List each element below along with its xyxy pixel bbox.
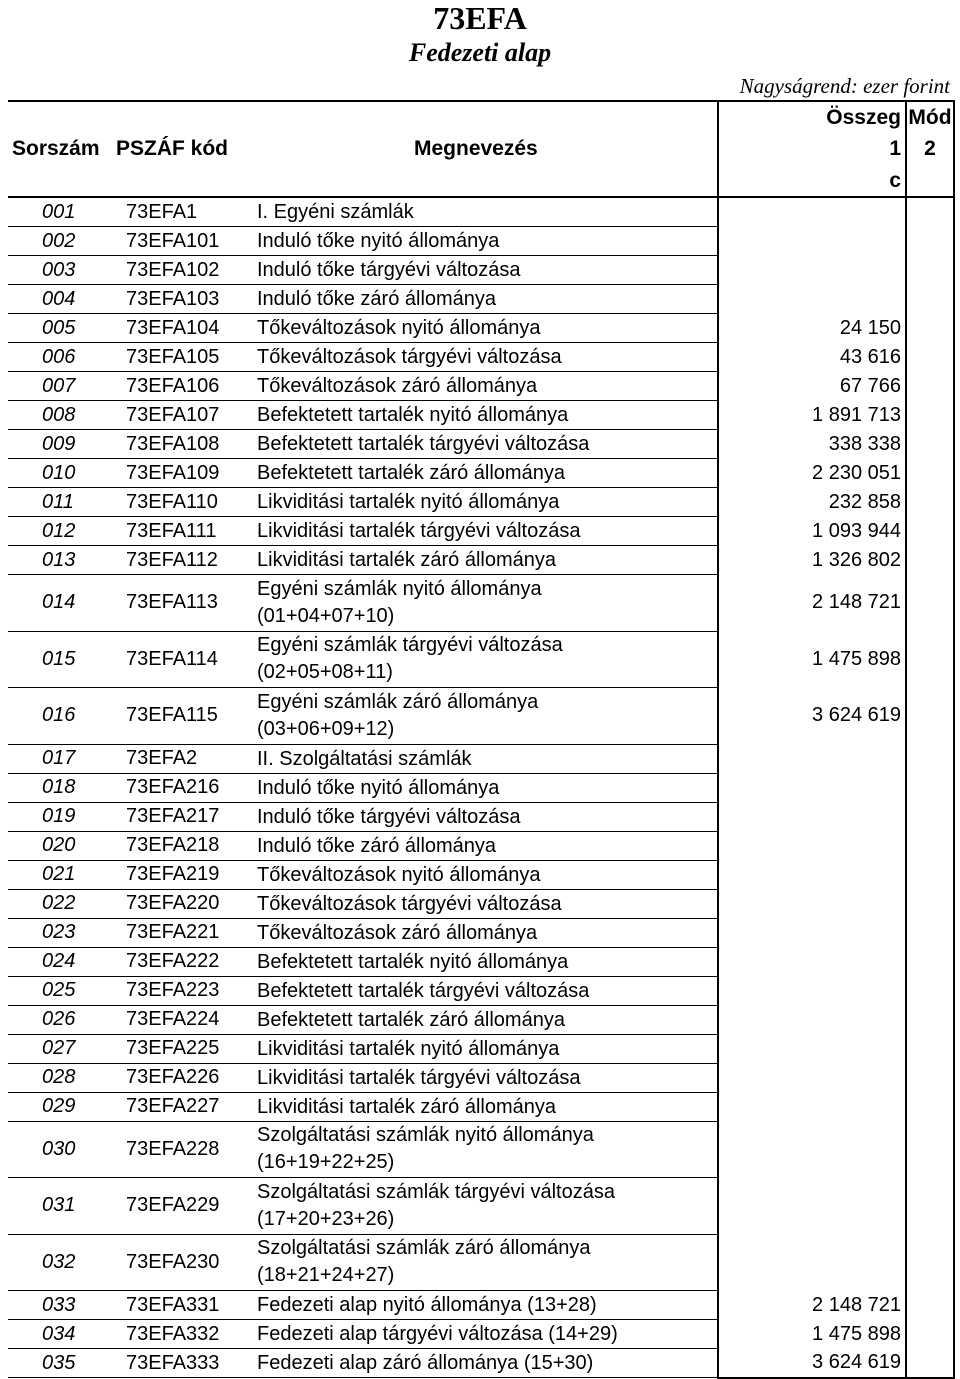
row-amount <box>718 860 906 889</box>
table-row <box>8 1034 954 1063</box>
table-row <box>8 459 954 488</box>
row-name: Tőkeváltozások nyitó állománya <box>254 314 718 343</box>
row-number: 024 <box>8 947 114 976</box>
row-name: Fedezeti alap záró állománya (15+30) <box>254 1349 718 1378</box>
row-amount <box>718 1178 906 1235</box>
row-amount <box>718 831 906 860</box>
row-mod <box>906 631 954 688</box>
row-mod <box>906 1291 954 1320</box>
row-number: 018 <box>8 773 114 802</box>
row-code: 73EFA106 <box>114 372 254 401</box>
row-number: 010 <box>8 459 114 488</box>
header-row-sub <box>8 165 954 197</box>
row-amount <box>718 1092 906 1121</box>
row-mod <box>906 401 954 430</box>
row-code: 73EFA333 <box>114 1349 254 1378</box>
report-title: 73EFA <box>433 0 527 36</box>
row-code: 73EFA228 <box>114 1121 254 1178</box>
row-amount: 67 766 <box>718 372 906 401</box>
table-row <box>8 1349 954 1378</box>
row-amount <box>718 744 906 773</box>
row-code: 73EFA332 <box>114 1320 254 1349</box>
row-number: 016 <box>8 688 114 745</box>
row-code: 73EFA114 <box>114 631 254 688</box>
row-mod <box>906 285 954 314</box>
row-code: 73EFA223 <box>114 976 254 1005</box>
row-name: Induló tőke nyitó állománya <box>254 773 718 802</box>
row-mod <box>906 1234 954 1291</box>
row-amount: 1 475 898 <box>718 631 906 688</box>
row-name: Tőkeváltozások záró állománya <box>254 372 718 401</box>
row-name <box>254 1234 718 1291</box>
row-code: 73EFA112 <box>114 546 254 575</box>
row-mod <box>906 1121 954 1178</box>
row-number: 003 <box>8 256 114 285</box>
row-code: 73EFA108 <box>114 430 254 459</box>
row-name: Fedezeti alap tárgyévi változása (14+29) <box>254 1320 718 1349</box>
table-row <box>8 631 954 688</box>
row-mod <box>906 517 954 546</box>
row-number: 026 <box>8 1005 114 1034</box>
row-code: 73EFA104 <box>114 314 254 343</box>
row-number: 035 <box>8 1349 114 1378</box>
table-row <box>8 197 954 227</box>
row-number: 023 <box>8 918 114 947</box>
row-code: 73EFA230 <box>114 1234 254 1291</box>
row-amount: 338 338 <box>718 430 906 459</box>
row-number: 027 <box>8 1034 114 1063</box>
row-number: 014 <box>8 575 114 632</box>
row-mod <box>906 688 954 745</box>
row-number: 025 <box>8 976 114 1005</box>
row-number: 019 <box>8 802 114 831</box>
row-amount <box>718 1234 906 1291</box>
row-number: 011 <box>8 488 114 517</box>
row-mod <box>906 488 954 517</box>
table-row <box>8 744 954 773</box>
row-name: Befektetett tartalék tárgyévi változása <box>254 976 718 1005</box>
row-name: Tőkeváltozások tárgyévi változása <box>254 889 718 918</box>
row-mod <box>906 1349 954 1378</box>
row-code: 73EFA113 <box>114 575 254 632</box>
row-number: 012 <box>8 517 114 546</box>
row-mod <box>906 918 954 947</box>
table-row <box>8 889 954 918</box>
row-mod <box>906 1320 954 1349</box>
table-row <box>8 546 954 575</box>
row-name <box>254 1178 718 1235</box>
row-code: 73EFA227 <box>114 1092 254 1121</box>
megnevezes-header: Megnevezés <box>414 137 538 160</box>
row-mod <box>906 831 954 860</box>
row-number: 021 <box>8 860 114 889</box>
row-amount <box>718 947 906 976</box>
row-name: Fedezeti alap nyitó állománya (13+28) <box>254 1291 718 1320</box>
row-mod <box>906 197 954 227</box>
row-name: Induló tőke nyitó állománya <box>254 227 718 256</box>
table-row <box>8 688 954 745</box>
row-name <box>254 631 718 688</box>
row-code: 73EFA109 <box>114 459 254 488</box>
row-name: Tőkeváltozások záró állománya <box>254 918 718 947</box>
table-row <box>8 1320 954 1349</box>
table-row <box>8 314 954 343</box>
row-code: 73EFA107 <box>114 401 254 430</box>
row-amount <box>718 976 906 1005</box>
row-code: 73EFA224 <box>114 1005 254 1034</box>
row-mod <box>906 802 954 831</box>
row-amount <box>718 1063 906 1092</box>
row-amount <box>718 773 906 802</box>
row-code: 73EFA216 <box>114 773 254 802</box>
row-mod <box>906 459 954 488</box>
row-name <box>254 1121 718 1178</box>
row-amount: 2 230 051 <box>718 459 906 488</box>
row-name: Tőkeváltozások nyitó állománya <box>254 860 718 889</box>
row-code: 73EFA220 <box>114 889 254 918</box>
row-name: Befektetett tartalék tárgyévi változása <box>254 430 718 459</box>
row-amount: 232 858 <box>718 488 906 517</box>
row-mod <box>906 1005 954 1034</box>
row-mod <box>906 575 954 632</box>
table-row <box>8 802 954 831</box>
row-number: 008 <box>8 401 114 430</box>
row-name <box>254 688 718 745</box>
table-row <box>8 860 954 889</box>
row-number: 034 <box>8 1320 114 1349</box>
row-amount: 2 148 721 <box>718 575 906 632</box>
row-number: 032 <box>8 1234 114 1291</box>
row-name-line1: Egyéni számlák záró állománya <box>257 690 539 713</box>
row-name-line1: Egyéni számlák nyitó állománya <box>257 577 542 600</box>
row-mod <box>906 744 954 773</box>
row-name: Induló tőke záró állománya <box>254 831 718 860</box>
row-code: 73EFA102 <box>114 256 254 285</box>
mod-header: Mód <box>906 101 954 133</box>
table-row <box>8 947 954 976</box>
row-name-line2: (16+19+22+25) <box>257 1151 395 1174</box>
row-number: 017 <box>8 744 114 773</box>
row-code: 73EFA2 <box>114 744 254 773</box>
row-amount <box>718 227 906 256</box>
row-amount <box>718 197 906 227</box>
table-row <box>8 918 954 947</box>
table-row <box>8 227 954 256</box>
row-mod <box>906 947 954 976</box>
row-mod <box>906 889 954 918</box>
row-mod <box>906 976 954 1005</box>
row-name-line1: Szolgáltatási számlák záró állománya <box>257 1237 591 1260</box>
row-amount: 1 093 944 <box>718 517 906 546</box>
row-code: 73EFA105 <box>114 343 254 372</box>
row-code: 73EFA103 <box>114 285 254 314</box>
row-mod <box>906 546 954 575</box>
row-name: Likviditási tartalék tárgyévi változása <box>254 517 718 546</box>
row-name-line2: (02+05+08+11) <box>257 661 393 684</box>
row-amount: 43 616 <box>718 343 906 372</box>
table-row <box>8 1121 954 1178</box>
table-row <box>8 976 954 1005</box>
row-number: 022 <box>8 889 114 918</box>
row-mod <box>906 227 954 256</box>
table-row <box>8 1005 954 1034</box>
row-name-line1: Szolgáltatási számlák nyitó állománya <box>257 1124 594 1147</box>
table-row <box>8 401 954 430</box>
row-name: Likviditási tartalék nyitó állománya <box>254 1034 718 1063</box>
row-amount <box>718 285 906 314</box>
row-number: 020 <box>8 831 114 860</box>
table-row <box>8 1291 954 1320</box>
table-row <box>8 285 954 314</box>
row-number: 013 <box>8 546 114 575</box>
row-name: I. Egyéni számlák <box>254 197 718 227</box>
osszeg-index: 1 <box>718 133 906 165</box>
table-row <box>8 773 954 802</box>
table-row <box>8 372 954 401</box>
row-code: 73EFA219 <box>114 860 254 889</box>
row-code: 73EFA115 <box>114 688 254 745</box>
row-name: Likviditási tartalék záró állománya <box>254 1092 718 1121</box>
row-amount <box>718 1005 906 1034</box>
row-mod <box>906 773 954 802</box>
row-code: 73EFA225 <box>114 1034 254 1063</box>
row-name-line1: Szolgáltatási számlák tárgyévi változása <box>257 1180 615 1203</box>
row-amount: 3 624 619 <box>718 1349 906 1378</box>
row-name <box>254 575 718 632</box>
row-number: 005 <box>8 314 114 343</box>
row-mod <box>906 1034 954 1063</box>
row-name: Induló tőke tárgyévi változása <box>254 256 718 285</box>
table-row <box>8 1092 954 1121</box>
row-name: Induló tőke tárgyévi változása <box>254 802 718 831</box>
row-code: 73EFA222 <box>114 947 254 976</box>
row-code: 73EFA226 <box>114 1063 254 1092</box>
row-number: 015 <box>8 631 114 688</box>
row-mod <box>906 1178 954 1235</box>
table-row <box>8 1178 954 1235</box>
row-mod <box>906 430 954 459</box>
table-row <box>8 575 954 632</box>
row-number: 004 <box>8 285 114 314</box>
row-amount: 3 624 619 <box>718 688 906 745</box>
table-row <box>8 1234 954 1291</box>
table-row <box>8 831 954 860</box>
row-mod <box>906 343 954 372</box>
row-name: Befektetett tartalék nyitó állománya <box>254 947 718 976</box>
row-amount: 1 326 802 <box>718 546 906 575</box>
row-name: II. Szolgáltatási számlák <box>254 744 718 773</box>
mod-index: 2 <box>906 133 954 165</box>
row-amount <box>718 1034 906 1063</box>
row-name: Befektetett tartalék záró állománya <box>254 1005 718 1034</box>
row-name-line2: (01+04+07+10) <box>257 604 395 627</box>
table-row <box>8 256 954 285</box>
row-name: Befektetett tartalék záró állománya <box>254 459 718 488</box>
row-code: 73EFA101 <box>114 227 254 256</box>
row-code: 73EFA217 <box>114 802 254 831</box>
row-name: Induló tőke záró állománya <box>254 285 718 314</box>
table-row <box>8 488 954 517</box>
row-amount: 2 148 721 <box>718 1291 906 1320</box>
table-row <box>8 517 954 546</box>
row-amount: 1 475 898 <box>718 1320 906 1349</box>
row-number: 031 <box>8 1178 114 1235</box>
row-name: Likviditási tartalék záró állománya <box>254 546 718 575</box>
row-number: 006 <box>8 343 114 372</box>
row-name-line1: Egyéni számlák tárgyévi változása <box>257 634 563 657</box>
row-name-line2: (17+20+23+26) <box>257 1207 395 1230</box>
report-subtitle: Fedezeti alap <box>408 38 552 67</box>
row-amount <box>718 802 906 831</box>
pszaf-header: PSZÁF kód <box>116 137 229 160</box>
row-number: 028 <box>8 1063 114 1092</box>
row-number: 007 <box>8 372 114 401</box>
row-name: Likviditási tartalék nyitó állománya <box>254 488 718 517</box>
table-row <box>8 1063 954 1092</box>
row-mod <box>906 1063 954 1092</box>
row-number: 001 <box>8 197 114 227</box>
fedezeti-alap-table <box>8 100 955 1379</box>
row-amount <box>718 256 906 285</box>
row-code: 73EFA110 <box>114 488 254 517</box>
row-amount <box>718 1121 906 1178</box>
unit-note: Nagyságrend: ezer forint <box>739 74 950 98</box>
row-code: 73EFA218 <box>114 831 254 860</box>
row-mod <box>906 860 954 889</box>
row-mod <box>906 256 954 285</box>
row-mod <box>906 1092 954 1121</box>
row-number: 033 <box>8 1291 114 1320</box>
row-code: 73EFA1 <box>114 197 254 227</box>
row-name: Likviditási tartalék tárgyévi változása <box>254 1063 718 1092</box>
row-code: 73EFA331 <box>114 1291 254 1320</box>
row-mod <box>906 314 954 343</box>
row-amount <box>718 918 906 947</box>
row-amount: 24 150 <box>718 314 906 343</box>
table-row <box>8 343 954 372</box>
row-number: 002 <box>8 227 114 256</box>
row-name-line2: (18+21+24+27) <box>257 1264 395 1287</box>
row-amount <box>718 889 906 918</box>
row-number: 030 <box>8 1121 114 1178</box>
row-code: 73EFA221 <box>114 918 254 947</box>
row-code: 73EFA229 <box>114 1178 254 1235</box>
row-name: Tőkeváltozások tárgyévi változása <box>254 343 718 372</box>
osszeg-header: Összeg <box>718 101 906 133</box>
header-row-top <box>8 101 954 133</box>
header-row-main <box>8 133 954 165</box>
row-name: Befektetett tartalék nyitó állománya <box>254 401 718 430</box>
row-amount: 1 891 713 <box>718 401 906 430</box>
row-name-line2: (03+06+09+12) <box>257 717 395 740</box>
row-mod <box>906 372 954 401</box>
osszeg-sub: c <box>718 165 906 197</box>
row-number: 029 <box>8 1092 114 1121</box>
sorszam-header: Sorszám <box>12 137 100 160</box>
row-number: 009 <box>8 430 114 459</box>
table-row <box>8 430 954 459</box>
row-code: 73EFA111 <box>114 517 254 546</box>
